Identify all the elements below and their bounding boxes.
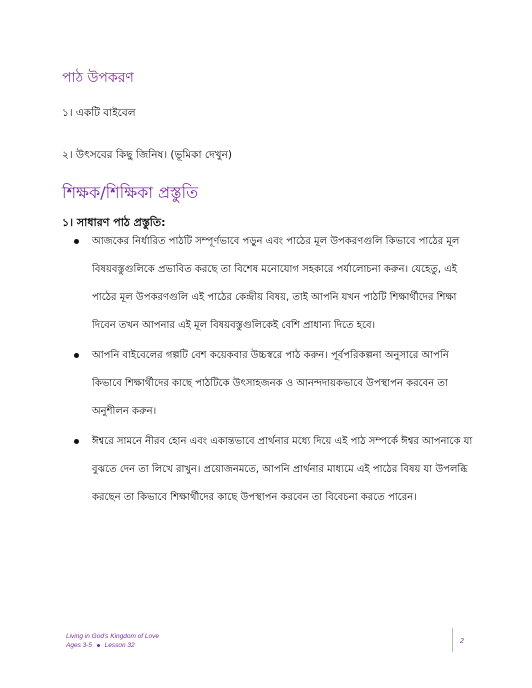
material-item-1: ১। একটি বাইবেল <box>62 107 136 119</box>
footer-curriculum-title: Living in God's Kingdom of Love <box>66 633 160 640</box>
preparation-bullet-2 <box>74 342 474 426</box>
bullet-dot-icon <box>74 353 79 358</box>
footer-ages: Ages 3-5 <box>66 642 93 649</box>
bullet-text: ঈশ্বরে সামনে নীরব হোন এবং একান্তভাবে প্রার্থনার মধ্যে দিয়ে এই পাঠ সম্পর্কে ঈশ্বর আপনাকে যা বুঝতে দেন তা লিখে রাখুন। প্রয়োজনমতে, আপনি প্রার্থনার মাধ্যমে এই পাঠের বিষয় যা উপলব্ধি করছেন তা কিভাবে শিক্ষার্থীদের কাছে উপস্থাপন করবেন তা বিবেচনা করতে পারেন। <box>92 436 473 503</box>
bullet-text: আপনি বাইবেলের গল্পটি বেশ কয়েকবার উচ্চস্বরে পাঠ করুন। পূর্বপরিকল্পনা অনুসারে আপনি কিভাবে শিক্ষার্থীদের কাছে পাঠটিকে উৎসাহজনক ও আনন্দদায়কভাবে উপস্থাপন করবেন তা অনুশীলন করুন। <box>92 350 449 417</box>
footer-lesson: Lesson 32 <box>104 642 135 649</box>
footer-divider <box>452 628 453 652</box>
preparation-bullet-list <box>74 228 474 514</box>
preparation-bullet-3 <box>74 428 474 512</box>
separator-dot-icon <box>97 644 100 647</box>
preparation-bullet-1 <box>74 228 474 340</box>
page-number: 2 <box>460 638 464 645</box>
material-item-2: ২। উৎসবের কিছু জিনিষ। (ভূমিকা দেখুন) <box>62 149 232 161</box>
preparation-heading: শিক্ষক/শিক্ষিকা প্রস্তুতি <box>62 183 199 202</box>
bullet-dot-icon <box>74 439 79 444</box>
materials-heading: পাঠ উপকরণ <box>62 70 134 86</box>
bullet-text: আজকের নির্ধারিত পাঠটি সম্পূর্ণভাবে পড়ুন এবং পাঠের মূল উপকরণগুলি কিভাবে পাঠের মূল বিষয়বস্তুগুলিকে প্রভাবিত করছে তা বিশেষ মনোযোগ সহকারে পর্যালোচনা করুন। যেহেতু, এই পাঠের মূল উপকরণগুলি এই পাঠের কেন্দ্রীয় বিষয়, তাই আপনি যখন পাঠটি শিক্ষার্থীদের শিক্ষা দিবেন তখন আপনার এই মূল বিষয়বস্তুগুলিকেই বেশি প্রাধান্য দিতে হবে। <box>92 236 460 331</box>
general-preparation-subheading: ১। সাধারণ পাঠ প্রস্তুতি: <box>62 216 166 229</box>
footer-lesson-info <box>66 641 159 650</box>
page-footer <box>66 632 159 650</box>
bullet-dot-icon <box>74 239 79 244</box>
